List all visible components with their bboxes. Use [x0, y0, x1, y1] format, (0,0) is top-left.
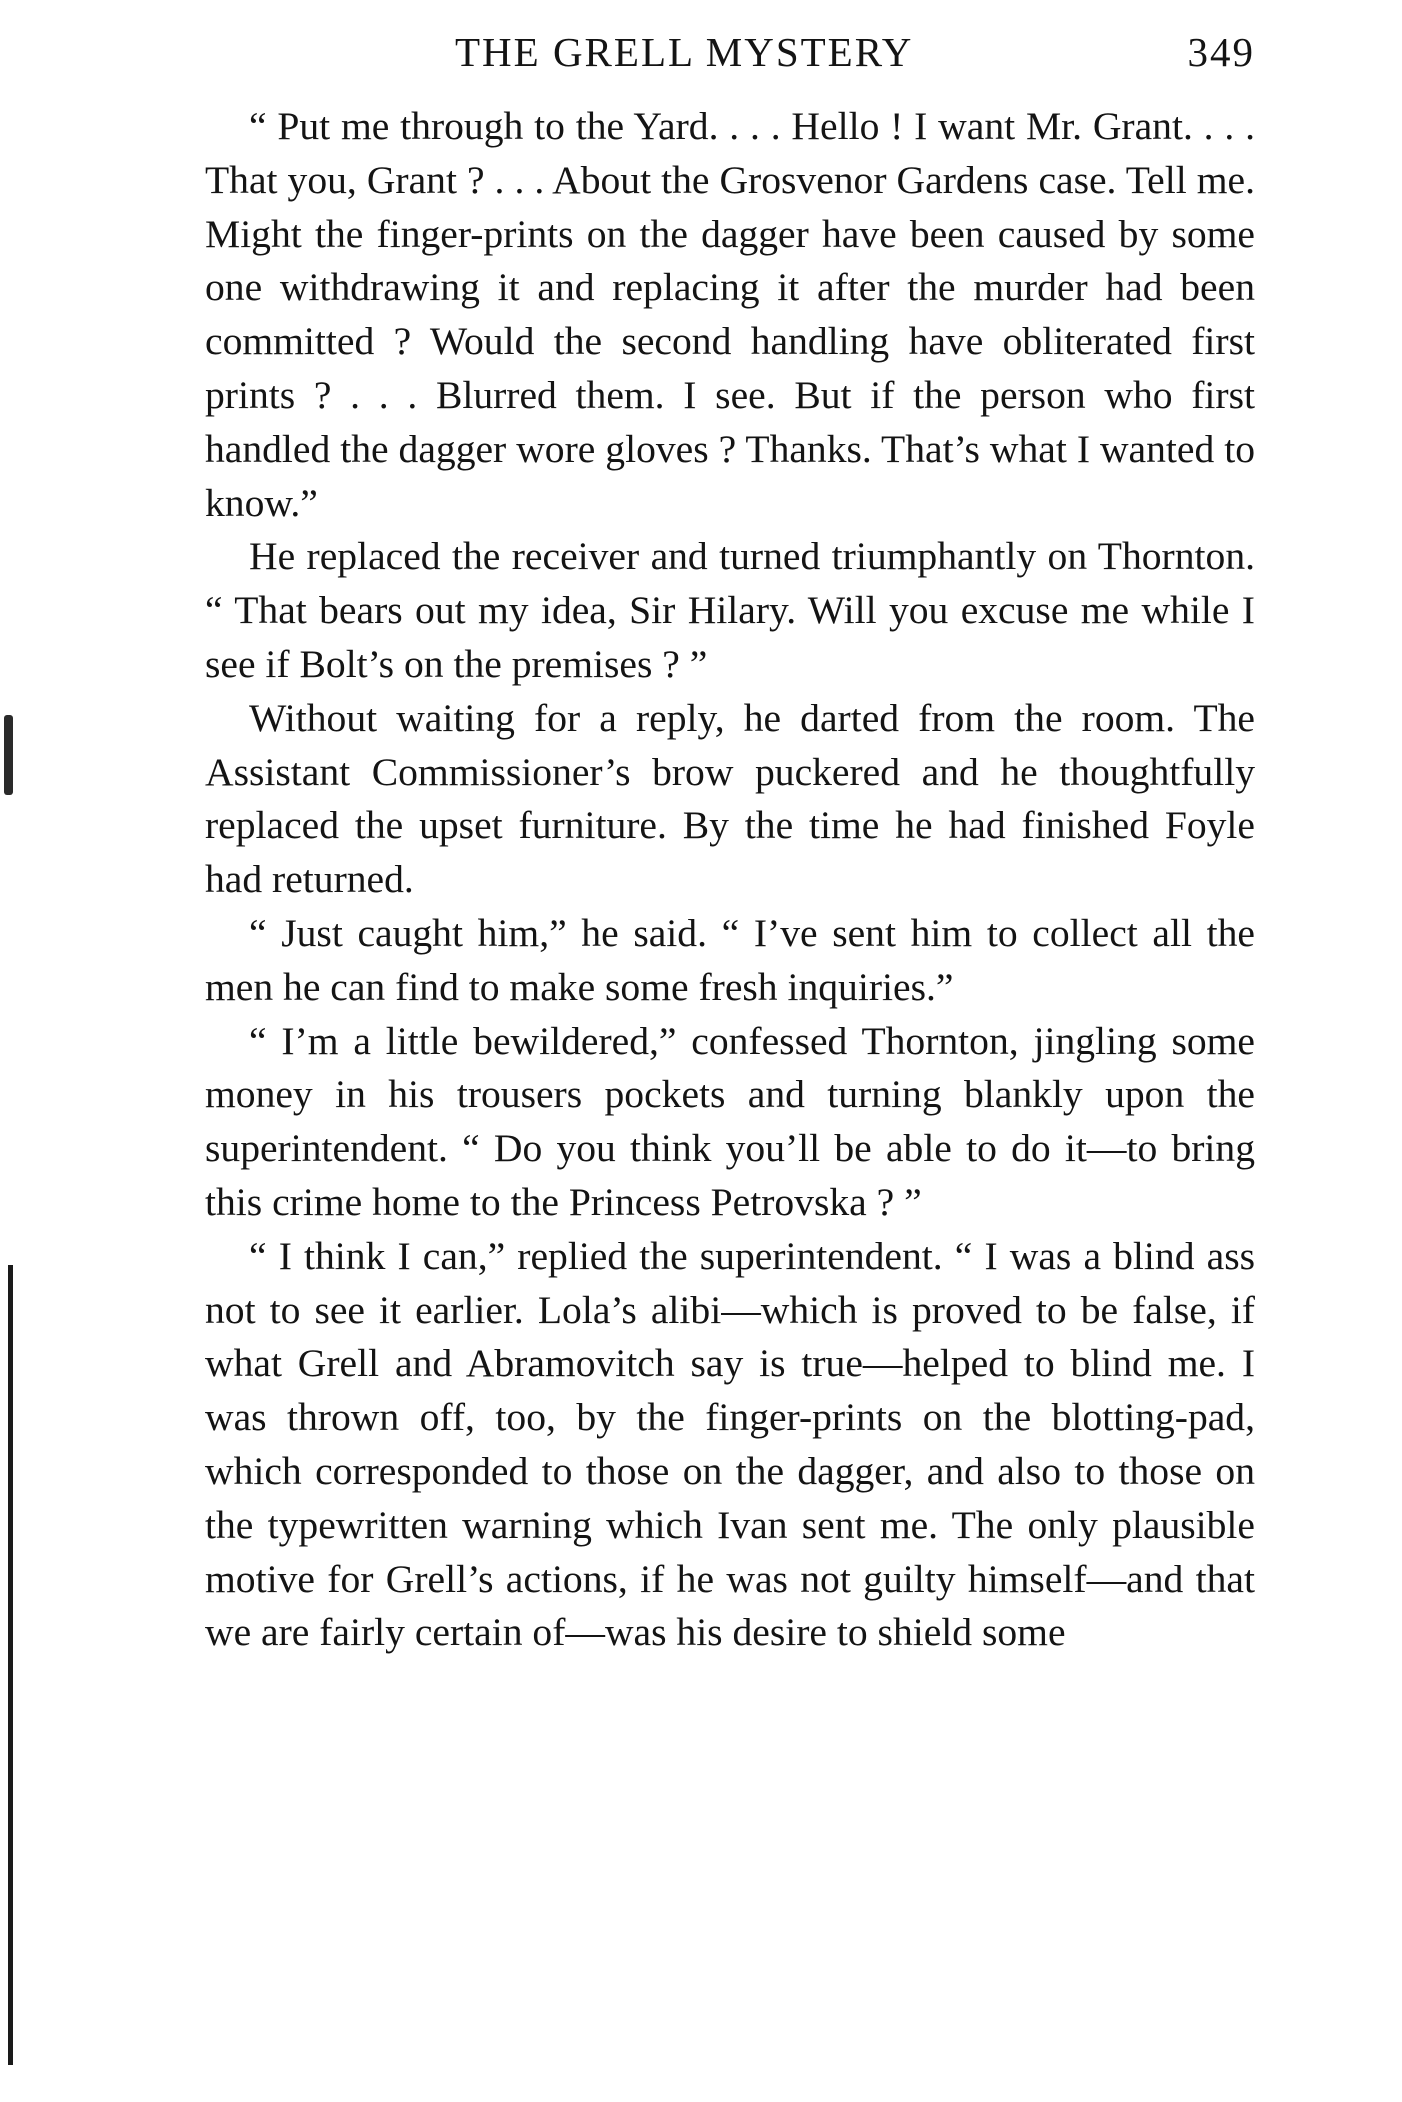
- page-number: 349: [1187, 29, 1255, 75]
- paragraph: “ I think I can,” replied the superintendent. “ I was a blind ass not to see it earlier. Lola’s alibi—which is proved to be false, if what Grell and Abramovitch say is true—helped to blind me. I was thrown off, too, by the finger-prints on the blotting-pad, which corresponded to those on the dagger, and also to those on the typewritten warning which Ivan sent me. The only plausible motive for Grell’s actions, if he was not guilty himself—and that we are fairly certain of—was his desire to shield some: [205, 1233, 1255, 1655]
- paragraph: Without waiting for a reply, he darted from the room. The Assistant Commissioner’s brow puckered and he thoughtfully replaced the upset furniture. By the time he had finished Foyle had returned.: [205, 695, 1255, 902]
- paragraph: “ Just caught him,” he said. “ I’ve sent him to collect all the men he can find to make some fresh inquiries.”: [205, 910, 1255, 1009]
- running-head: [205, 22, 1255, 82]
- paragraph: “ Put me through to the Yard. . . . Hello ! I want Mr. Grant. . . . That you, Grant ? . . . About the Grosvenor Gardens case. Tell me. Might the finger-prints on the dagger have been caused by some one withdrawing it and replacing it after the murder had been committed ? Would the second handling have obliterated first prints ? . . . Blurred them. I see. But if the person who first handled the dagger wore gloves ? Thanks. That’s what I wanted to know.”: [205, 104, 1255, 525]
- body-text: [205, 100, 1255, 1660]
- binding-mark: [4, 715, 13, 795]
- running-title: THE GRELL MYSTERY: [455, 29, 914, 75]
- paragraph: He replaced the receiver and turned triumphantly on Thornton. “ That bears out my idea, Sir Hilary. Will you excuse me while I see if Bolt’s on the premises ? ”: [205, 534, 1255, 686]
- binding-edge: [8, 1265, 13, 2065]
- paragraph: “ I’m a little bewildered,” confessed Thornton, jingling some money in his trousers pockets and turning blankly upon the superintendent. “ Do you think you’ll be able to do it—to bring this crime home to the Princess Petrovska ? ”: [205, 1018, 1255, 1224]
